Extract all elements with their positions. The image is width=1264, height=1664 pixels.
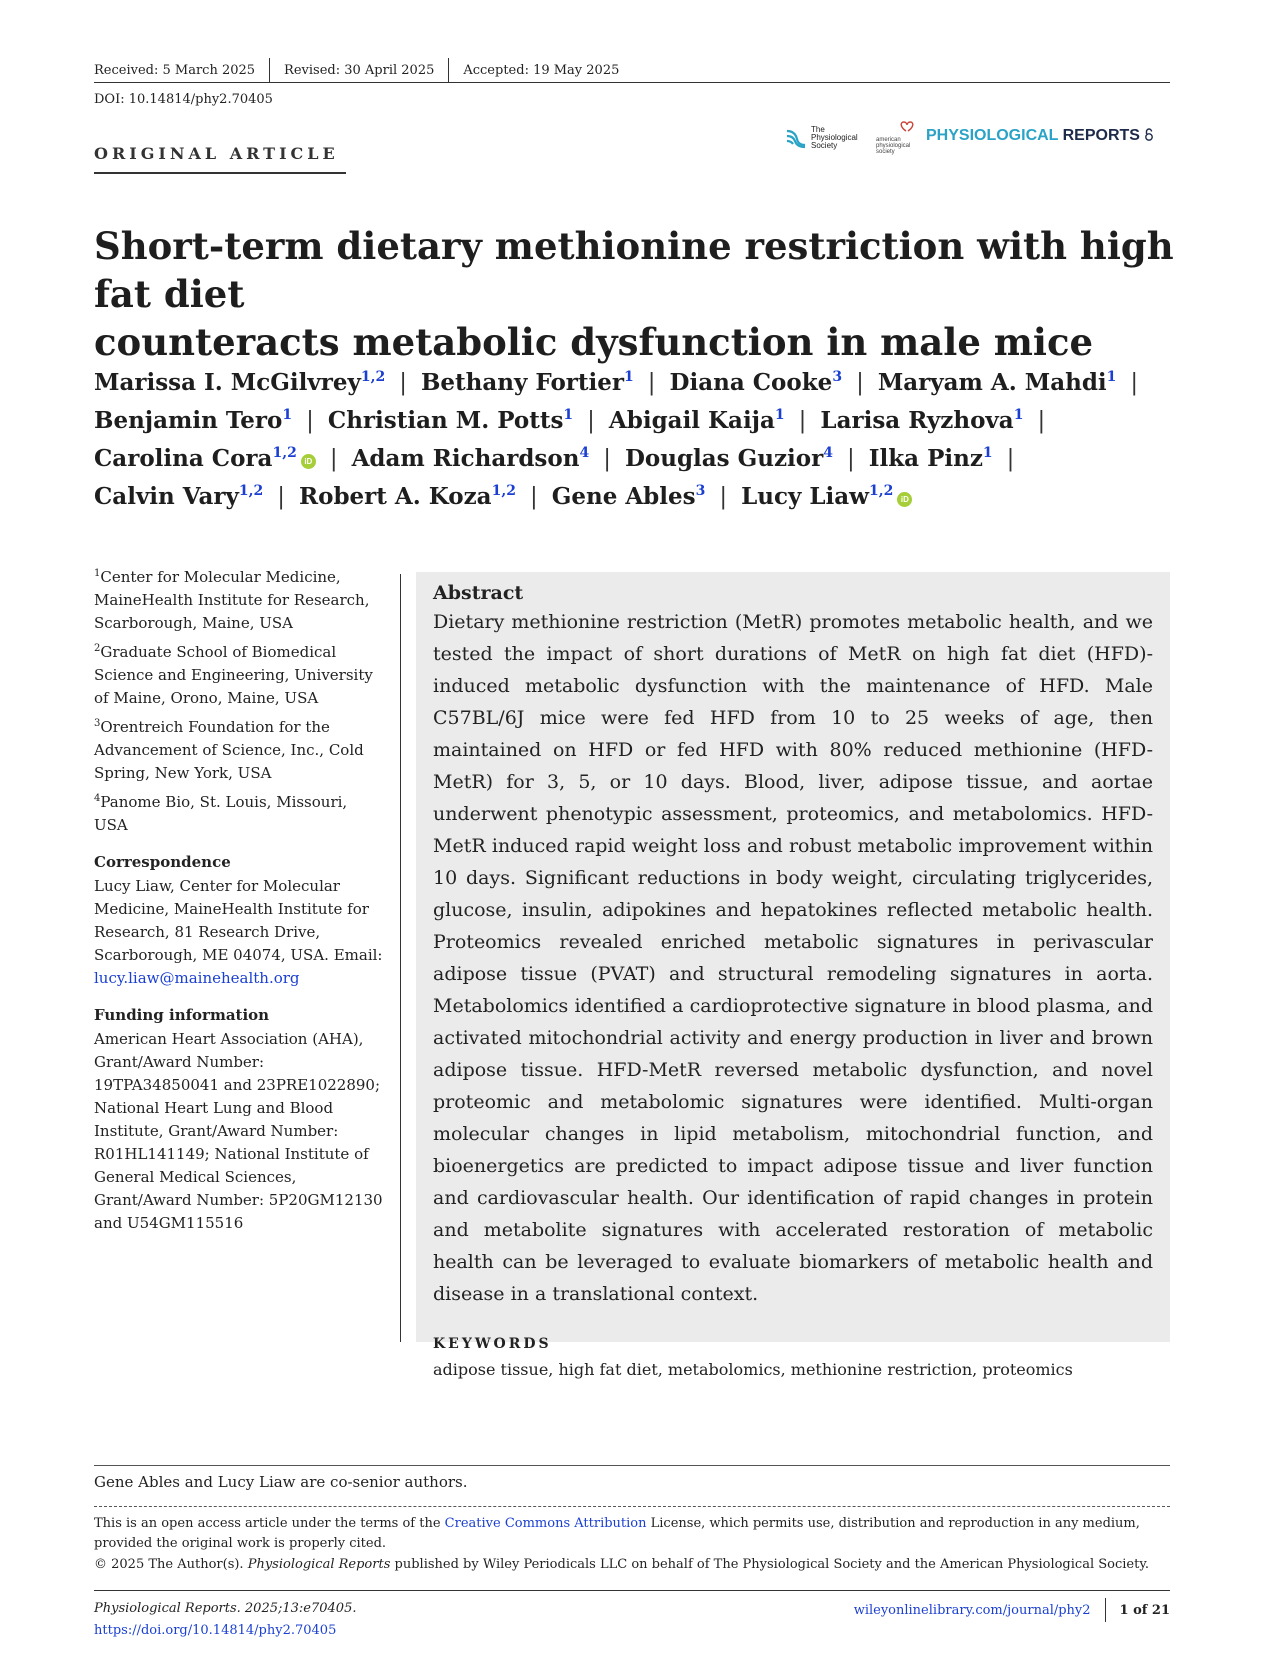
- affiliation-text: Center for Molecular Medicine, MaineHealth Institute for Research, Scarborough, Maine, USA: [94, 568, 370, 632]
- logo-line: The: [811, 125, 825, 134]
- author-name: Benjamin Tero: [94, 407, 283, 434]
- affiliation-text: Graduate School of Biomedical Science and Engineering, University of Maine, Orono, Maine, USA: [94, 643, 373, 707]
- license-note: [94, 1514, 1170, 1554]
- affiliation-marker[interactable]: 1: [982, 445, 993, 461]
- funding-text: American Heart Association (AHA), Grant/Award Number: 19TPA34850041 and 23PRE1022890; National Heart Lung and Blood Institute, Grant/Award Number: R01HL141149; National Institute of General Medical Sciences, Grant/Award Number: 5P20GM12130 and U54GM115516: [94, 1030, 383, 1232]
- header-rule: [94, 82, 1170, 83]
- author-name: Douglas Guzior: [624, 445, 824, 472]
- revised-date: Revised: 30 April 2025: [284, 62, 435, 78]
- author-separator: |: [603, 446, 611, 472]
- affiliation-marker[interactable]: 1: [1106, 369, 1117, 385]
- abstract-box: [416, 572, 1170, 1379]
- author-separator: |: [798, 408, 807, 434]
- aps-logo-line: society: [876, 149, 895, 155]
- correspondence-address: Lucy Liaw, Center for Molecular Medicine, MaineHealth Institute for Research, 81 Research Drive, Scarborough, ME 04074, USA.: [94, 877, 369, 964]
- funding-heading: Funding information: [94, 1006, 270, 1024]
- author-name: Maryam A. Mahdi: [877, 369, 1107, 396]
- keywords-heading: KEYWORDS: [433, 1336, 552, 1352]
- correspondence-heading: Correspondence: [94, 853, 231, 871]
- doi-link[interactable]: https://doi.org/10.14814/phy2.70405: [94, 1623, 337, 1638]
- affiliation-marker[interactable]: 1: [563, 407, 574, 423]
- open-access-icon: [1144, 128, 1154, 141]
- affiliation-marker[interactable]: 1,2: [491, 483, 516, 499]
- affiliation-marker[interactable]: 1: [774, 407, 785, 423]
- copyright-post: published by Wiley Periodicals LLC on behalf of The Physiological Society and the American Physiological Society.: [394, 1557, 1150, 1572]
- page-number: 1 of 21: [1119, 1602, 1170, 1618]
- author-separator: |: [529, 484, 538, 510]
- aps-logo-line: physiological: [876, 143, 911, 149]
- footnote-rule: [94, 1465, 1170, 1466]
- footer-divider: [1105, 1598, 1106, 1622]
- copyright-note: [94, 1555, 1170, 1575]
- author-name: Lucy Liaw: [741, 483, 869, 510]
- author-separator: |: [856, 370, 864, 396]
- physiological-society-icon: [785, 127, 807, 149]
- author-name: Adam Richardson: [351, 445, 580, 472]
- column-divider: [400, 574, 401, 1342]
- affiliation-marker[interactable]: 3: [695, 483, 706, 499]
- affiliation-marker[interactable]: 1: [282, 407, 293, 423]
- citation-block: [94, 1598, 356, 1642]
- journal-url-link[interactable]: wileyonlinelibrary.com/journal/phy2: [853, 1602, 1091, 1618]
- aps-heart-icon: [876, 121, 920, 133]
- affiliation-marker[interactable]: 1,2: [868, 483, 894, 499]
- abstract-text: Dietary methionine restriction (MetR) promotes metabolic health, and we tested the impact of short durations of MetR on high fat diet (HFD)-induced metabolic dysfunction with the maintenance of HFD. Male C57BL/6J mice were fed HFD from 10 to 25 weeks of age, then maintained on HFD or fed HFD with 80% reduced methionine (HFD-MetR) for 3, 5, or 10 days. Blood, liver, adipose tissue, and aortae underwent phenotypic assessment, proteomics, and metabolomics. HFD-MetR induced rapid weight loss and robust metabolic improvement within 10 days. Significant reductions in body weight, circulating triglycerides, glucose, insulin, adipokines and hepatokines reflected metabolic health. Proteomics revealed enriched metabolic signatures in perivascular adipose tissue (PVAT) and structural remodeling signatures in aorta. Metabolomics identified a cardioprotective signature in blood plasma, and activated mitochondrial activity and energy production in liver and brown adipose tissue. HFD-MetR reversed metabolic dysfunction, and novel proteomic and metabolomic signatures were identified. Multi-organ molecular changes in lipid metabolism, mitochondrial function, and bioenergetics are predicted to impact adipose tissue and liver function and cardiovascular health. Our identification of rapid changes in protein and metabolite signatures with accelerated restoration of metabolic health can be leveraged to evaluate biomarkers of metabolic health and disease in a translational context.: [433, 611, 1153, 1305]
- affiliation-number: 1: [94, 568, 101, 579]
- affiliation-item: [94, 641, 384, 710]
- date-divider: [448, 58, 449, 82]
- article-title: [94, 222, 1184, 366]
- author-separator: |: [1006, 446, 1015, 472]
- article-type-underline: [94, 172, 346, 174]
- cosenior-note: Gene Ables and Lucy Liaw are co-senior authors.: [94, 1473, 468, 1491]
- affiliation-marker[interactable]: 4: [823, 445, 833, 461]
- author-line: [94, 440, 1184, 478]
- affiliation-marker[interactable]: 3: [832, 369, 843, 385]
- author-separator: |: [329, 446, 338, 472]
- article-dates: [94, 58, 619, 82]
- author-separator: |: [306, 408, 314, 434]
- author-separator: |: [587, 408, 595, 434]
- author-name: Diana Cooke: [669, 369, 833, 396]
- author-name: Robert A. Koza: [299, 483, 492, 510]
- citation: Physiological Reports. 2025;13:e70405.: [94, 1601, 357, 1616]
- affiliation-text: Panome Bio, St. Louis, Missouri, USA: [94, 793, 348, 834]
- affiliation-marker[interactable]: 1,2: [360, 369, 386, 385]
- author-separator: |: [1037, 408, 1046, 434]
- author-separator: |: [399, 370, 407, 396]
- author-name: Calvin Vary: [94, 483, 239, 510]
- author-name: Abigail Kaija: [608, 407, 775, 434]
- affiliation-item: [94, 791, 384, 837]
- license-text-post: License, which permits use, distribution and reproduction in any medium, provided the original work is properly cited.: [94, 1516, 1140, 1551]
- author-separator: |: [1130, 370, 1139, 396]
- cc-attribution-link[interactable]: Creative Commons Attribution: [444, 1516, 647, 1531]
- affiliation-marker[interactable]: 1,2: [238, 483, 264, 499]
- page-footer-rule: [94, 1590, 1170, 1591]
- footnote-dashed-rule: [94, 1506, 1170, 1507]
- aps-logo: [876, 118, 920, 155]
- affiliation-marker[interactable]: 1: [624, 369, 634, 385]
- affiliation-number: 4: [94, 793, 101, 804]
- affiliation-number: 2: [94, 643, 101, 654]
- affiliation-marker[interactable]: 4: [579, 445, 590, 461]
- physiological-society-logo: [785, 126, 858, 150]
- email-label: Email:: [333, 946, 383, 964]
- title-line: Short-term dietary methionine restriction with high fat diet: [94, 224, 1174, 316]
- received-date: Received: 5 March 2025: [94, 62, 256, 78]
- license-text-pre: This is an open access article under the terms of the: [94, 1516, 441, 1531]
- copyright-journal: Physiological Reports: [247, 1557, 391, 1572]
- article-type: ORIGINAL ARTICLE: [94, 144, 339, 163]
- author-separator: |: [647, 370, 656, 396]
- author-name: Carolina Cora: [94, 445, 273, 472]
- affiliation-item: [94, 716, 384, 785]
- journal-footer: [854, 1598, 1170, 1622]
- affiliation-marker[interactable]: 1: [1013, 407, 1024, 423]
- email-link[interactable]: lucy.liaw@mainehealth.org: [94, 969, 300, 987]
- author-line: [94, 478, 1184, 516]
- affiliations: [94, 566, 384, 837]
- author-separator: |: [847, 446, 855, 472]
- keywords: adipose tissue, high fat diet, metabolomics, methionine restriction, proteomics: [433, 1360, 1073, 1379]
- date-divider: [269, 58, 270, 82]
- logo-line: Society: [811, 141, 838, 150]
- author-separator: |: [277, 484, 286, 510]
- orcid-icon[interactable]: iD: [301, 454, 316, 469]
- author-list: [94, 364, 1184, 516]
- author-line: [94, 402, 1184, 440]
- logo-line: Physiological: [811, 133, 858, 142]
- author-name: Bethany Fortier: [420, 369, 625, 396]
- author-name: Larisa Ryzhova: [820, 407, 1014, 434]
- affiliation-item: [94, 566, 384, 635]
- doi: DOI: 10.14814/phy2.70405: [94, 92, 273, 107]
- orcid-icon[interactable]: iD: [897, 492, 912, 507]
- front-matter-sidebar: [94, 566, 384, 1235]
- author-line: [94, 364, 1184, 402]
- copyright-pre: © 2025 The Author(s).: [94, 1557, 244, 1572]
- author-separator: |: [719, 484, 728, 510]
- correspondence-text: [94, 875, 384, 990]
- affiliation-marker[interactable]: 1,2: [272, 445, 297, 461]
- journal-brand-reports: REPORTS: [1062, 127, 1140, 144]
- author-name: Marissa I. McGilvrey: [94, 369, 361, 396]
- abstract-heading: Abstract: [433, 582, 524, 604]
- journal-brand-physiological: PHYSIOLOGICAL: [926, 127, 1059, 144]
- accepted-date: Accepted: 19 May 2025: [463, 62, 620, 78]
- author-name: Ilka Pinz: [868, 445, 983, 472]
- journal-brand: [926, 127, 1154, 145]
- author-name: Christian M. Potts: [327, 407, 564, 434]
- affiliation-number: 3: [94, 718, 101, 729]
- aps-logo-line: american: [876, 137, 901, 143]
- title-line: counteracts metabolic dysfunction in male mice: [94, 320, 1094, 364]
- affiliation-text: Orentreich Foundation for the Advancement of Science, Inc., Cold Spring, New York, USA: [94, 718, 364, 782]
- author-name: Gene Ables: [551, 483, 696, 510]
